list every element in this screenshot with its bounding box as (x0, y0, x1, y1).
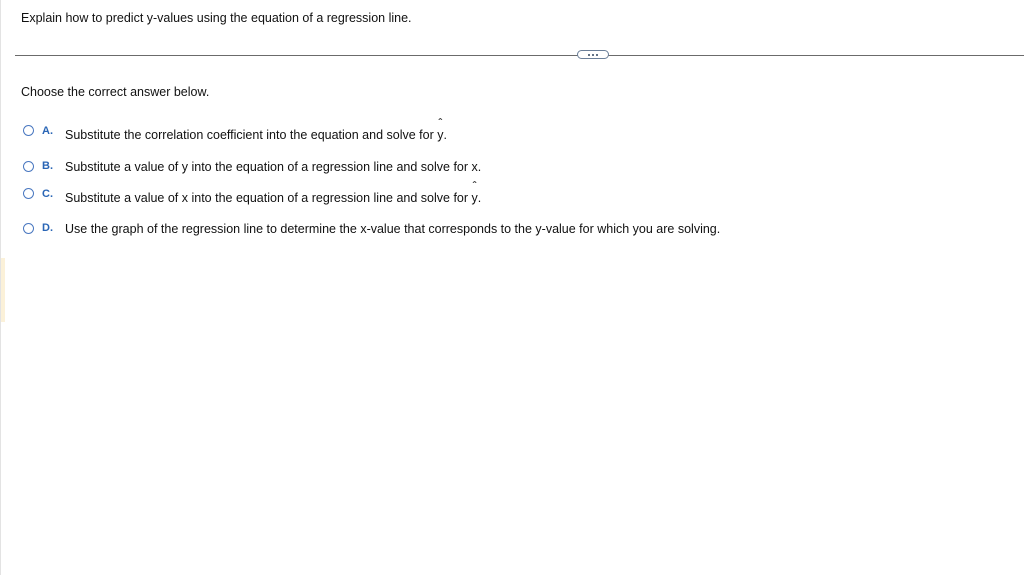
option-text-c (65, 191, 481, 205)
answer-option-d[interactable] (23, 220, 983, 240)
option-text-a (65, 128, 447, 142)
y-hat-symbol: ˆ y (437, 128, 443, 142)
left-accent-bar (1, 258, 5, 322)
option-text-a-suffix: . (443, 128, 447, 142)
option-letter-d: D. (42, 222, 53, 234)
question-divider (15, 55, 1024, 56)
question-text: Explain how to predict y-values using the equation of a regression line. (21, 11, 412, 25)
answer-option-b[interactable] (23, 158, 983, 178)
option-text-c-main: Substitute a value of x into the equation of a regression line and solve for (65, 191, 472, 205)
ellipsis-icon (588, 54, 590, 56)
radio-button-b[interactable] (23, 161, 34, 172)
answer-option-c[interactable] (23, 189, 983, 209)
y-hat-symbol: ˆ y (472, 191, 478, 205)
radio-button-d[interactable] (23, 223, 34, 234)
option-letter-b: B. (42, 160, 53, 172)
ellipsis-icon (596, 54, 598, 56)
radio-button-c[interactable] (23, 188, 34, 199)
radio-button-a[interactable] (23, 125, 34, 136)
option-text-d: Use the graph of the regression line to determine the x-value that corresponds to the y-value for which you are solving. (65, 222, 721, 236)
expand-more-button[interactable] (577, 50, 609, 59)
instruction-text: Choose the correct answer below. (21, 85, 210, 99)
option-letter-c: C. (42, 188, 53, 200)
option-letter-a: A. (42, 125, 53, 137)
answer-option-a[interactable] (23, 126, 983, 146)
option-text-c-suffix: . (477, 191, 482, 205)
option-text-a-main: Substitute the correlation coefficient into the equation and solve for (65, 128, 438, 142)
option-text-b: Substitute a value of y into the equation of a regression line and solve for x. (65, 160, 482, 174)
ellipsis-icon (592, 54, 594, 56)
